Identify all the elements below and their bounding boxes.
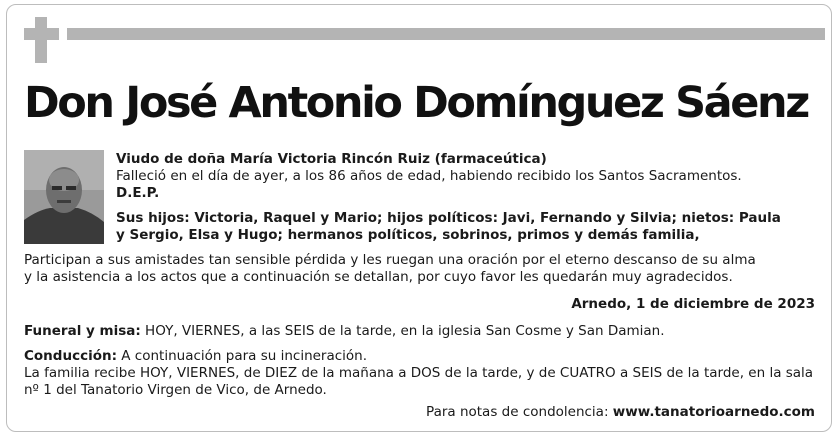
dep-line: D.E.P. <box>116 185 160 201</box>
place-date: Arnedo, 1 de diciembre de 2023 <box>571 296 815 312</box>
visiting-line-2: nº 1 del Tanatorio Virgen de Vico, de Arnedo. <box>24 382 327 398</box>
condolence-link[interactable]: www.tanatorioarnedo.com <box>612 404 815 420</box>
family-line-2: y Sergio, Elsa y Hugo; hermanos políticos, sobrinos, primos y demás familia, <box>116 227 700 243</box>
announcement-line-2: y la asistencia a los actos que a continuación se detallan, por cuyo favor les quedarán muy agradecidos. <box>24 269 733 285</box>
visiting-line-1: La familia recibe HOY, VIERNES, de DIEZ de la mañana a DOS de la tarde, y de CUATRO a SEIS de la tarde, en la sala <box>24 365 814 381</box>
death-line: Falleció en el día de ayer, a los 86 años de edad, habiendo recibido los Santos Sacramentos. <box>116 168 742 184</box>
conduccion-text: A continuación para su incineración. <box>116 348 368 364</box>
condolence-label: Para notas de condolencia: <box>426 404 613 420</box>
funeral-line <box>24 323 665 340</box>
widower-line: Viudo de doña María Victoria Rincón Ruiz (farmaceútica) <box>116 151 547 167</box>
deceased-name: Don José Antonio Domínguez Sáenz <box>24 78 808 128</box>
cross-icon <box>35 17 47 63</box>
conduccion-line <box>24 348 367 365</box>
portrait-photo <box>24 150 104 244</box>
condolence-line <box>426 404 815 421</box>
family-line-1: Sus hijos: Victoria, Raquel y Mario; hijos políticos: Javi, Fernando y Silvia; nietos: Paula <box>116 210 781 226</box>
header-rule <box>67 28 825 40</box>
cross-icon-bar <box>24 28 59 40</box>
funeral-label: Funeral y misa: <box>24 323 141 339</box>
conduccion-label: Conducción: <box>24 348 117 364</box>
funeral-text: HOY, VIERNES, a las SEIS de la tarde, en la iglesia San Cosme y San Damian. <box>140 323 665 339</box>
announcement-line-1: Participan a sus amistades tan sensible pérdida y les ruegan una oración por el eterno descanso de su alma <box>24 252 756 268</box>
